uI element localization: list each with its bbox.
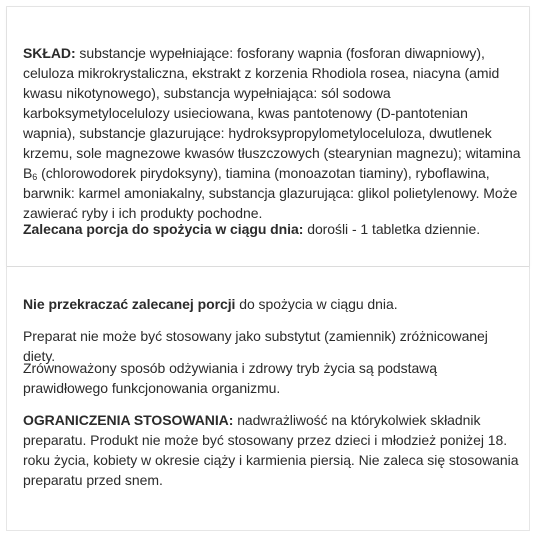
balanced-diet-paragraph: Zrównoważony sposób odżywiania i zdrowy tryb życia są podstawą prawidłowego funkcjonowania organizmu. xyxy=(23,360,437,396)
dosage-label: Zalecana porcja do spożycia w ciągu dnia: xyxy=(23,221,304,237)
restrictions-label: OGRANICZENIA STOSOWANIA: xyxy=(23,412,234,428)
composition-text-continued: (chlorowodorek pirydoksyny), tiamina (monoazotan tiaminy), ryboflawina, barwnik: karmel amoniakalny, substancja glazurująca: glikol polietylenowy. Może zawierać ryby i ich produkty pochodne. xyxy=(23,165,518,221)
do-not-exceed-paragraph xyxy=(23,294,523,314)
composition-section xyxy=(7,7,529,267)
do-not-exceed-bold: Nie przekraczać zalecanej porcji xyxy=(23,296,236,312)
composition-heading: SKŁAD: xyxy=(23,45,76,61)
vitamin-b6-subscript: 6 xyxy=(32,172,38,182)
restrictions-text: nadwrażliwość na którykolwiek składnik preparatu. Produkt nie może być stosowany przez dzieci i młodzież poniżej 18. roku życia, kobiety w okresie ciąży i karmienia piersią. Nie zaleca się stosowania preparatu przed snem. xyxy=(23,412,519,488)
substitute-paragraph: Preparat nie może być stosowany jako substytut (zamiennik) zróżnicowanej diety. xyxy=(23,328,488,364)
composition-text: substancje wypełniające: fosforany wapnia (fosforan diwapniowy), celuloza mikrokrystaliczna, ekstrakt z korzenia Rhodiola rosea, niacyna (amid kwasu nikotynowego), substancja wypełniająca: sól sodowa karboksymetylocelulozy usieciowana, kwas pantotenowy (D-pantotenian wapnia), substancje glazurujące: hydroksypropylometyloceluloza, dwutlenek krzemu, sole magnezowe kwasów tłuszczowych (stearynian magnezu); witamina B xyxy=(23,45,521,181)
restrictions-paragraph xyxy=(23,410,523,490)
composition-paragraph xyxy=(23,43,523,223)
leaflet-panel xyxy=(6,6,530,531)
dosage-text: dorośli - 1 tabletka dziennie. xyxy=(303,221,481,237)
do-not-exceed-text: do spożycia w ciągu dnia. xyxy=(235,296,398,312)
warnings-section xyxy=(7,267,529,530)
dosage-paragraph xyxy=(23,219,523,239)
